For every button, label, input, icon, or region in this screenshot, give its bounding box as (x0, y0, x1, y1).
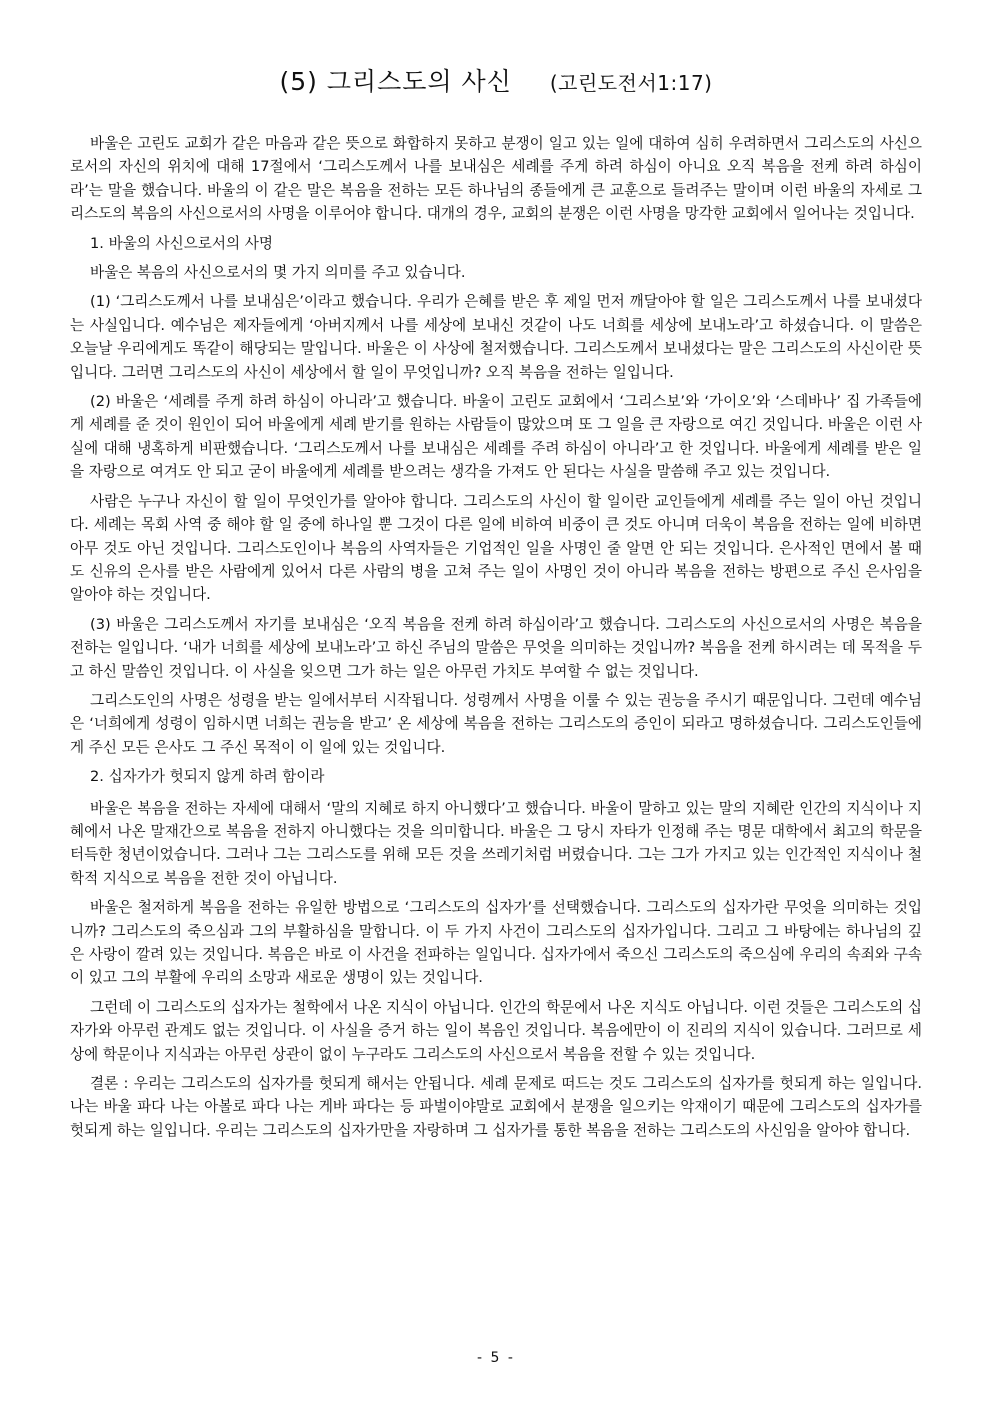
paragraph: 바울은 복음의 사신으로서의 몇 가지 의미를 주고 있습니다. (90, 264, 466, 282)
paragraph: 그런데 이 그리스도의 십자가는 철학에서 나온 지식이 아닙니다. 인간의 학문에서 나온 지식도 아닙니다. 이런 것들은 그리스도의 십자가와 아무런 관계도 없는 것입니다. 이 사실을 증거 하는 일이 복음인 것입니다. 복음에만이 이 진리의 지식이 있습니다. 그러므로 세상에 학문이나 지식과는 아무런 상관이 없이 누구라도 그리스도의 사신으로서 복음을 전할 수 있는 것입니다. (70, 998, 922, 1063)
document-body (70, 132, 922, 1148)
paragraph-intro: 바울은 고린도 교회가 같은 마음과 같은 뜻으로 화합하지 못하고 분쟁이 일고 있는 일에 대하여 심히 우려하면서 그리스도의 사신으로서의 자신의 위치에 대해 17절에서 ‘그리스도께서 나를 보내심은 세례를 주게 하려 하심이 아니요 오직 복음을 전케 하려 하심이라’는 말을 했습니다. 바울의 이 같은 말은 복음을 전하는 모든 하나님의 종들에게 큰 교훈으로 들려주는 말이며 이런 바울의 자세로 그리스도의 복음의 사신으로서의 사명을 이루어야 합니다. 대개의 경우, 교회의 분쟁은 이런 사명을 망각한 교회에서 일어나는 것입니다. (70, 135, 922, 223)
paragraph-point-3: (3) 바울은 그리스도께서 자기를 보내심은 ‘오직 복음을 전케 하려 하심이라’고 했습니다. 그리스도의 사신으로서의 사명은 복음을 전하는 일입니다. ‘내가 너희를 세상에 보내노라’고 하신 주님의 말씀은 무엇을 의미하는 것입니까? 복음을 전케 하시려는 데 목적을 두고 하신 말씀인 것입니다. 이 사실을 잊으면 그가 하는 일은 아무런 가치도 부여할 수 없는 것입니다. (70, 615, 922, 680)
page-title (0, 64, 992, 101)
scripture-reference: (고린도전서1:17) (549, 71, 713, 95)
paragraph-point-1: (1) ‘그리스도께서 나를 보내심은’이라고 했습니다. 우리가 은혜를 받은 후 제일 먼저 깨달아야 할 일은 그리스도께서 나를 보내셨다는 사실입니다. 예수님은 제자들에게 ‘아버지께서 나를 세상에 보내신 것같이 나도 너희를 세상에 보내노라’고 하셨습니다. 이 말씀은 오늘날 우리에게도 똑같이 해당되는 말입니다. 바울은 이 사상에 철저했습니다. 그리스도께서 보내셨다는 말은 그리스도의 사신이란 뜻입니다. 그러면 그리스도의 사신이 세상에서 할 일이 무엇입니까? 오직 복음을 전하는 일입니다. (70, 293, 922, 381)
paragraph-conclusion: 결론 : 우리는 그리스도의 십자가를 헛되게 해서는 안됩니다. 세례 문제로 떠드는 것도 그리스도의 십자가를 헛되게 하는 일입니다. 나는 바울 파다 나는 아볼로 파다 나는 게바 파다는 등 파벌이야말로 교회에서 분쟁을 일으키는 악재이기 때문에 그리스도의 십자가를 헛되게 하는 일입니다. 우리는 그리스도의 십자가만을 자랑하며 그 십자가를 통한 복음을 전하는 그리스도의 사신임을 알아야 합니다. (70, 1075, 922, 1139)
paragraph: 바울은 복음을 전하는 자세에 대해서 ‘말의 지혜로 하지 아니했다’고 했습니다. 바울이 말하고 있는 말의 지혜란 인간의 지식이나 지혜에서 나온 말재간으로 복음을 전하지 아니했다는 것을 의미합니다. 바울은 그 당시 자타가 인정해 주는 명문 대학에서 최고의 학문을 터득한 청년이었습니다. 그러나 그는 그리스도를 위해 모든 것을 쓰레기처럼 버렸습니다. 그는 그가 가지고 있는 인간적인 지식이나 철학적 지식으로 복음을 전한 것이 아닙니다. (70, 799, 922, 887)
paragraph-point-2: (2) 바울은 ‘세례를 주게 하려 하심이 아니라’고 했습니다. 바울이 고린도 교회에서 ‘그리스보’와 ‘가이오’와 ‘스데바나’ 집 가족들에게 세례를 준 것이 원인이 되어 바울에게 세례 받기를 원하는 사람들이 많았으며 또 그 일을 큰 자랑으로 여긴 것입니다. 바울은 이런 사실에 대해 냉혹하게 비판했습니다. ‘그리스도께서 나를 보내심은 세례를 주려 하심이 아니라’고 한 것입니다. 바울에게 세례를 받은 일을 자랑으로 여겨도 안 되고 굳이 바울에게 세례를 받으려는 생각을 가져도 안 된다는 사실을 말씀해 주고 있는 것입니다. (70, 393, 922, 481)
title-text: (5) 그리스도의 사신 (279, 67, 512, 96)
paragraph: 그리스도인의 사명은 성령을 받는 일에서부터 시작됩니다. 성령께서 사명을 이룰 수 있는 권능을 주시기 때문입니다. 그런데 예수님은 ‘너희에게 성령이 임하시면 너희는 권능을 받고’ 온 세상에 복음을 전하는 그리스도의 증인이 되라고 명하셨습니다. 그리스도인들에게 주신 모든 은사도 그 주신 목적이 이 일에 있는 것입니다. (70, 691, 922, 756)
section-heading-1: 1. 바울의 사신으로서의 사명 (90, 234, 273, 252)
paragraph: 사람은 누구나 자신이 할 일이 무엇인가를 알아야 합니다. 그리스도의 사신이 할 일이란 교인들에게 세례를 주는 일이 아닌 것입니다. 세례는 목회 사역 중 해야 할 일 중에 하나일 뿐 그것이 다른 일에 비하여 비중이 큰 것도 아니며 더욱이 복음을 전하는 일에 비하면 아무 것도 아닌 것입니다. 그리스도인이나 복음의 사역자들은 기업적인 일을 사명인 줄 알면 안 되는 것입니다. 은사적인 면에서 볼 때도 신유의 은사를 받은 사람에게 있어서 다른 사람의 병을 고쳐 주는 일이 사명인 것이 아니라 복음을 전하는 방편으로 주신 은사임을 알아야 하는 것입니다. (70, 492, 922, 604)
paragraph: 바울은 철저하게 복음을 전하는 유일한 방법으로 ‘그리스도의 십자가’를 선택했습니다. 그리스도의 십자가란 무엇을 의미하는 것입니까? 그리스도의 죽으심과 그의 부활하심을 말합니다. 이 두 가지 사건이 그리스도의 십자가입니다. 그리고 그 바탕에는 하나님의 깊은 사랑이 깔려 있는 것입니다. 복음은 바로 이 사건을 전파하는 일입니다. 십자가에서 죽으신 그리스도의 죽으심에 우리의 속죄와 구속이 있고 그의 부활에 우리의 소망과 새로운 생명이 있는 것입니다. (70, 899, 922, 987)
page-number: - 5 - (477, 1350, 515, 1366)
section-heading-2: 2. 십자가가 헛되지 않게 하려 함이라 (90, 768, 325, 786)
